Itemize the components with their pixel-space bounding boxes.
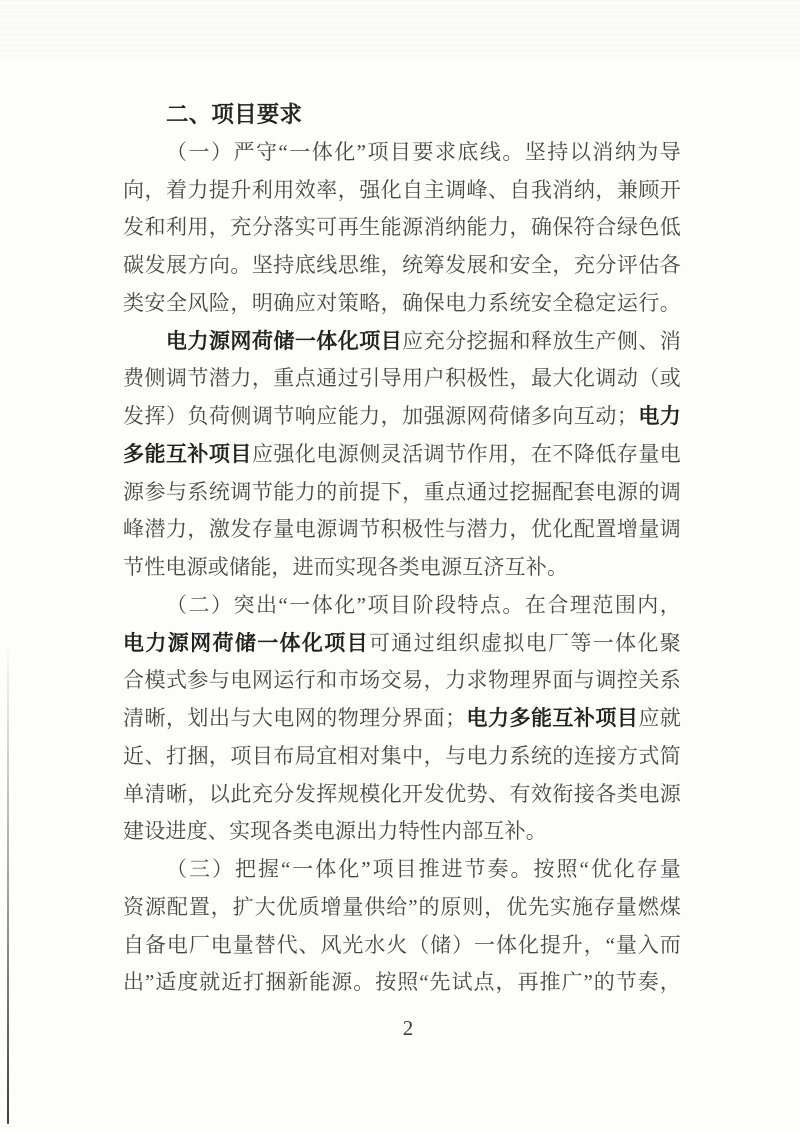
- text-line: [123, 285, 681, 323]
- text-run: 类安全风险，明确应对策略，确保电力系统安全稳定运行。: [123, 290, 681, 315]
- text-run: （一）严守“一体化”项目要求底线。坚持以消纳为导: [166, 139, 681, 164]
- text-run: 费侧调节潜力，重点通过引导用户积极性，最大化调动（或: [123, 366, 681, 391]
- text-line: [123, 436, 681, 474]
- text-line: [123, 625, 681, 663]
- text-run: 近、打捆，项目布局宜相对集中，与电力系统的连接方式简: [123, 743, 681, 768]
- text-run: 源参与系统调节能力的前提下，重点通过挖掘配套电源的调: [123, 479, 681, 504]
- paragraphs-container: [123, 134, 681, 1002]
- text-line: [123, 511, 681, 549]
- bold-run: 电力源网荷储一体化项目: [123, 631, 370, 655]
- paragraph: [123, 134, 681, 323]
- text-line: [123, 323, 681, 361]
- text-run: 向，着力提升利用效率，强化自主调峰、自我消纳，兼顾开: [123, 177, 681, 202]
- paragraph: [123, 323, 681, 587]
- text-line: [123, 889, 681, 927]
- text-line: [123, 134, 681, 172]
- text-run: 峰潜力，激发存量电源调节积极性与潜力，优化配置增量调: [123, 517, 681, 542]
- text-line: [123, 776, 681, 814]
- text-line: [123, 549, 681, 587]
- text-line: [123, 209, 681, 247]
- text-run: 应充分挖掘和释放生产侧、消: [402, 328, 681, 353]
- paragraph: [123, 851, 681, 1002]
- page-number: 2: [402, 1016, 414, 1040]
- text-run: 发挥）负荷侧调节响应能力，加强源网荷储多向互动；: [123, 404, 639, 428]
- text-line: [123, 851, 681, 889]
- text-run: 单清晰，以此充分发挥规模化开发优势、有效衔接各类电源: [123, 781, 681, 806]
- text-line: [123, 474, 681, 512]
- text-line: [123, 360, 681, 398]
- text-run: 清晰，划出与大电网的物理分界面；: [123, 706, 467, 730]
- text-line: [123, 813, 681, 851]
- text-run: 合模式参与电网运行和市场交易，力求物理界面与调控关系: [123, 668, 681, 693]
- text-line: [123, 738, 681, 776]
- scan-artifact-line: [7, 638, 9, 1124]
- text-line: [123, 927, 681, 965]
- text-run: 资源配置，扩大优质增量供给”的原则，优先实施存量燃煤: [123, 894, 681, 919]
- bold-run: 电力: [638, 405, 681, 428]
- text-line: [123, 964, 681, 1002]
- text-run: 应强化电源侧灵活调节作用，在不降低存量电: [251, 441, 682, 466]
- text-run: 出”适度就近打捆新能源。按照“先试点，再推广”的节奏，: [123, 970, 681, 995]
- text-run: 发和利用，充分落实可再生能源消纳能力，确保符合绿色低: [123, 215, 681, 240]
- text-line: [123, 172, 681, 210]
- section-heading: 二、项目要求: [166, 102, 303, 127]
- text-line: [123, 398, 681, 436]
- text-run: （二）突出“一体化”项目阶段特点。在合理范围内，: [166, 592, 681, 617]
- document-body: [123, 96, 681, 1002]
- scan-noise: [0, 0, 800, 60]
- text-run: （三）把握“一体化”项目推进节奏。按照“优化存量: [166, 857, 681, 881]
- bold-run: 电力多能互补项目: [466, 707, 639, 730]
- text-run: 建设进度、实现各类电源出力特性内部互补。: [123, 819, 547, 844]
- text-line: [123, 662, 681, 700]
- text-line: [123, 247, 681, 285]
- text-line: [123, 587, 681, 625]
- text-run: 可通过组织虚拟电厂等一体化聚: [369, 630, 681, 655]
- text-run: 节性电源或储能，进而实现各类电源互济互补。: [123, 555, 569, 579]
- text-run: 自备电厂电量替代、风光水火（储）一体化提升，“量入而: [123, 932, 681, 957]
- text-line: [123, 700, 681, 738]
- bold-run: 多能互补项目: [123, 442, 252, 466]
- text-run: 碳发展方向。坚持底线思维，统筹发展和安全，充分评估各: [123, 253, 681, 277]
- paragraph: [123, 587, 681, 851]
- text-run: 应就: [638, 706, 681, 730]
- bold-run: 电力源网荷储一体化项目: [166, 329, 403, 353]
